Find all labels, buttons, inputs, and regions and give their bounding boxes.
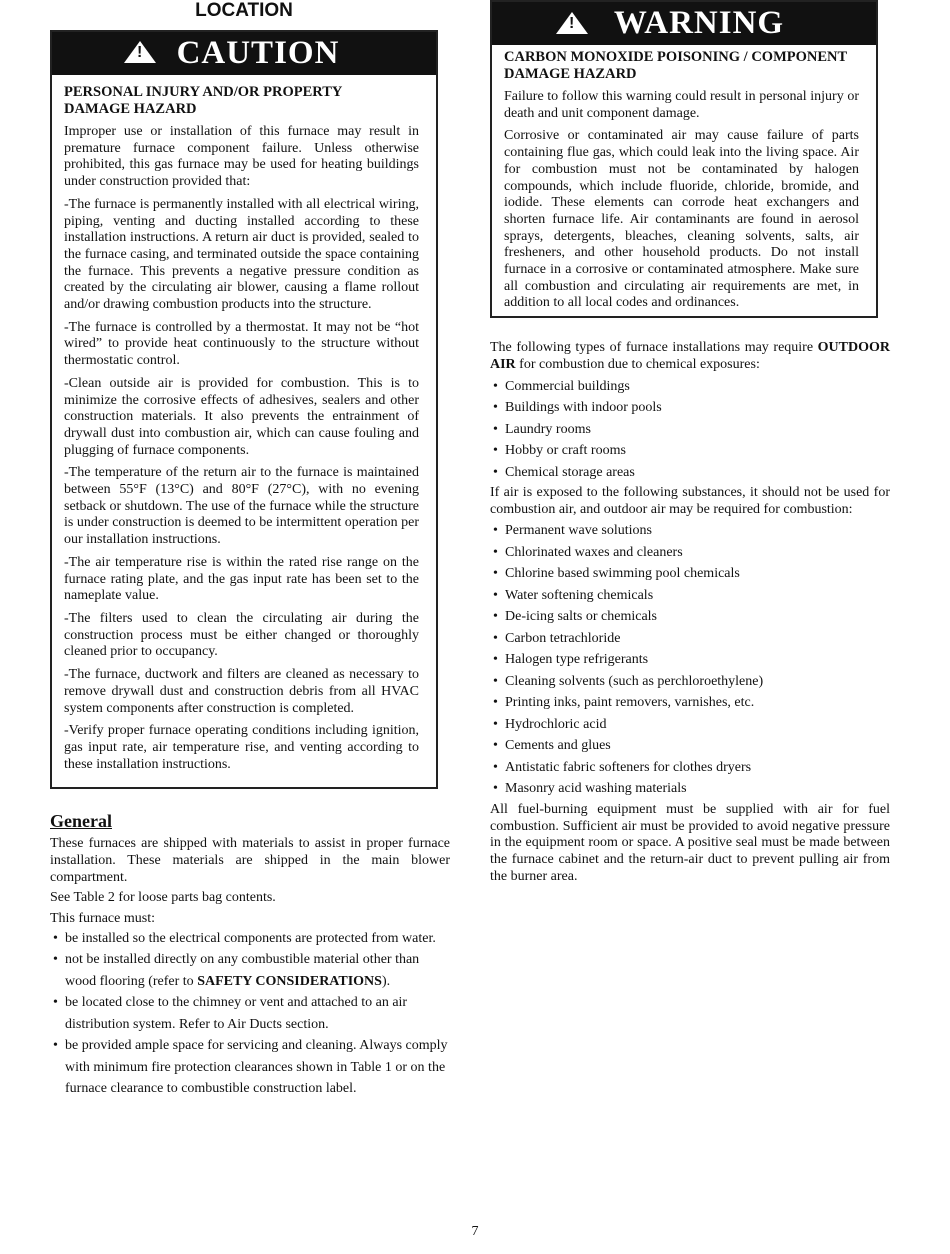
list-item: • Chlorine based swimming pool chemicals: [490, 563, 890, 585]
caution-box: [50, 30, 438, 789]
caution-paragraph: -The furnace, ductwork and filters are cleaned as necessary to remove drywall dust and construction debris from all HVAC system components after construction is completed.: [64, 667, 419, 716]
outdoor-air-intro: The following types of furnace installations may require OUTDOOR AIR for combustion due to chemical exposures:: [490, 340, 890, 372]
list-item: • Antistatic fabric softeners for clothes dryers: [490, 757, 890, 779]
warning-box: [490, 0, 878, 318]
caution-paragraph: -The temperature of the return air to the furnace is maintained between 55°F (13°C) and 80°F (27°C), with no evening setback or shutdown. The use of the furnace while the structure is under construction is deemed to be intermittent operation per our installation instructions.: [64, 465, 419, 548]
warning-triangle-icon: !: [556, 12, 588, 34]
installations-list: [490, 376, 890, 484]
warning-triangle-icon: !: [124, 41, 156, 63]
general-section: [50, 811, 450, 1100]
list-item: • Printing inks, paint removers, varnishes, etc.: [490, 692, 890, 714]
general-see-table: See Table 2 for loose parts bag contents.: [50, 890, 276, 906]
list-item: • be provided ample space for servicing and cleaning. Always comply with minimum fire protection clearances shown in Table 1 or on the furnace clearance to combustible construction label.: [50, 1035, 450, 1100]
list-item: • Buildings with indoor pools: [490, 397, 890, 419]
warning-header: [492, 2, 876, 45]
combustion-closing: All fuel-burning equipment must be supplied with air for fuel combustion. Sufficient air must be provided to avoid negative pressure in the equipment room or space. A positive seal must be made between the furnace cabinet and the return-air duct to prevent pulling air from the burner area.: [490, 801, 890, 884]
caution-paragraph: -Clean outside air is provided for combustion. This is to minimize the corrosive effects of adhesives, sealers and other construction materials. It also prevents the entrainment of drywall dust into combustion air, which can cause fouling and plugging of furnace components.: [64, 375, 419, 458]
warning-paragraph: Corrosive or contaminated air may cause failure of parts containing flue gas, which could leak into the living space. Air for combustion must not be contaminated by halogen compounds, which include fluoride, chloride, bromide, and iodide. These elements can corrode heat exchangers and shorten furnace life. Air contaminants are found in aerosol sprays, detergents, bleaches, cleaning solvents, salts, air fresheners, and other household products. Do not install furnace in a corrosive or contaminated atmosphere. Make sure all combustion and circulating air requirements are met, in addition to all local codes and ordinances.: [504, 128, 859, 311]
list-item: • Hydrochloric acid: [490, 714, 890, 736]
left-column: [50, 0, 450, 1100]
caution-paragraph: -Verify proper furnace operating conditions including ignition, gas input rate, air temperature rise, and venting according to these installation instructions.: [64, 723, 419, 772]
general-must-intro: This furnace must:: [50, 911, 155, 927]
list-item: • Masonry acid washing materials: [490, 778, 890, 800]
list-item: • Chemical storage areas: [490, 462, 890, 484]
list-item: • Laundry rooms: [490, 419, 890, 441]
caution-header: [52, 32, 436, 75]
list-item: • De-icing salts or chemicals: [490, 606, 890, 628]
substances-intro: If air is exposed to the following substances, it should not be used for combustion air, and outdoor air may be required for combustion:: [490, 485, 890, 517]
list-item: • not be installed directly on any combustible material other than wood flooring (refer to SAFETY CONSIDERATIONS).: [50, 949, 450, 992]
substances-list: [490, 520, 890, 800]
caution-paragraph: Improper use or installation of this furnace may result in premature furnace component failure. Unless otherwise prohibited, this gas furnace may be used for heating buildings under construction provided that:: [64, 124, 419, 190]
list-item: • Water softening chemicals: [490, 585, 890, 607]
page-number: 7: [471, 1224, 479, 1239]
general-intro: These furnaces are shipped with materials to assist in proper furnace installation. These materials are shipped in the main blower compartment.: [50, 836, 450, 885]
location-heading: LOCATION: [195, 0, 293, 21]
general-bullets: [50, 928, 450, 1100]
caution-paragraph: -The air temperature rise is within the rated rise range on the furnace rating plate, and the gas input rate has been set to the nameplate value.: [64, 554, 419, 604]
list-item: • Halogen type refrigerants: [490, 649, 890, 671]
caution-body: [52, 75, 436, 787]
list-item: • be located close to the chimney or vent and attached to an air distribution system. Refer to Air Ducts section.: [50, 992, 450, 1035]
right-column: [490, 0, 890, 891]
list-item: • Carbon tetrachloride: [490, 628, 890, 650]
list-item: • Permanent wave solutions: [490, 520, 890, 542]
warning-hazard-title: CARBON MONOXIDE POISONING / COMPONENT DAMAGE HAZARD: [504, 49, 847, 82]
list-item: • Hobby or craft rooms: [490, 440, 890, 462]
caution-paragraph: -The furnace is controlled by a thermostat. It may not be “hot wired” to provide heat continuously to the structure without thermostatic control.: [64, 319, 419, 369]
list-item: • be installed so the electrical components are protected from water.: [50, 928, 450, 950]
warning-paragraph: Failure to follow this warning could result in personal injury or death and unit component damage.: [504, 89, 859, 121]
caution-label: CAUTION: [176, 35, 340, 71]
list-item: • Cements and glues: [490, 735, 890, 757]
warning-body: [492, 45, 876, 316]
caution-paragraph: -The furnace is permanently installed with all electrical wiring, piping, venting and ducting installed according to these installation instructions. A return air duct is provided, sealed to the furnace casing, and terminated outside the space containing the furnace. This prevents a negative pressure condition as created by the circulating air blower, causing a flame rollout and/or drawing combustion products into the structure.: [64, 196, 419, 313]
caution-paragraph: -The filters used to clean the circulating air during the construction process must be either changed or thoroughly cleaned prior to occupancy.: [64, 610, 419, 660]
outdoor-air-section: [490, 340, 890, 885]
general-title: General: [50, 811, 112, 832]
list-item: • Chlorinated waxes and cleaners: [490, 542, 890, 564]
caution-hazard-title: PERSONAL INJURY AND/OR PROPERTY DAMAGE HAZARD: [64, 84, 342, 117]
warning-label: WARNING: [613, 5, 785, 41]
list-item: • Commercial buildings: [490, 376, 890, 398]
list-item: • Cleaning solvents (such as perchloroethylene): [490, 671, 890, 693]
